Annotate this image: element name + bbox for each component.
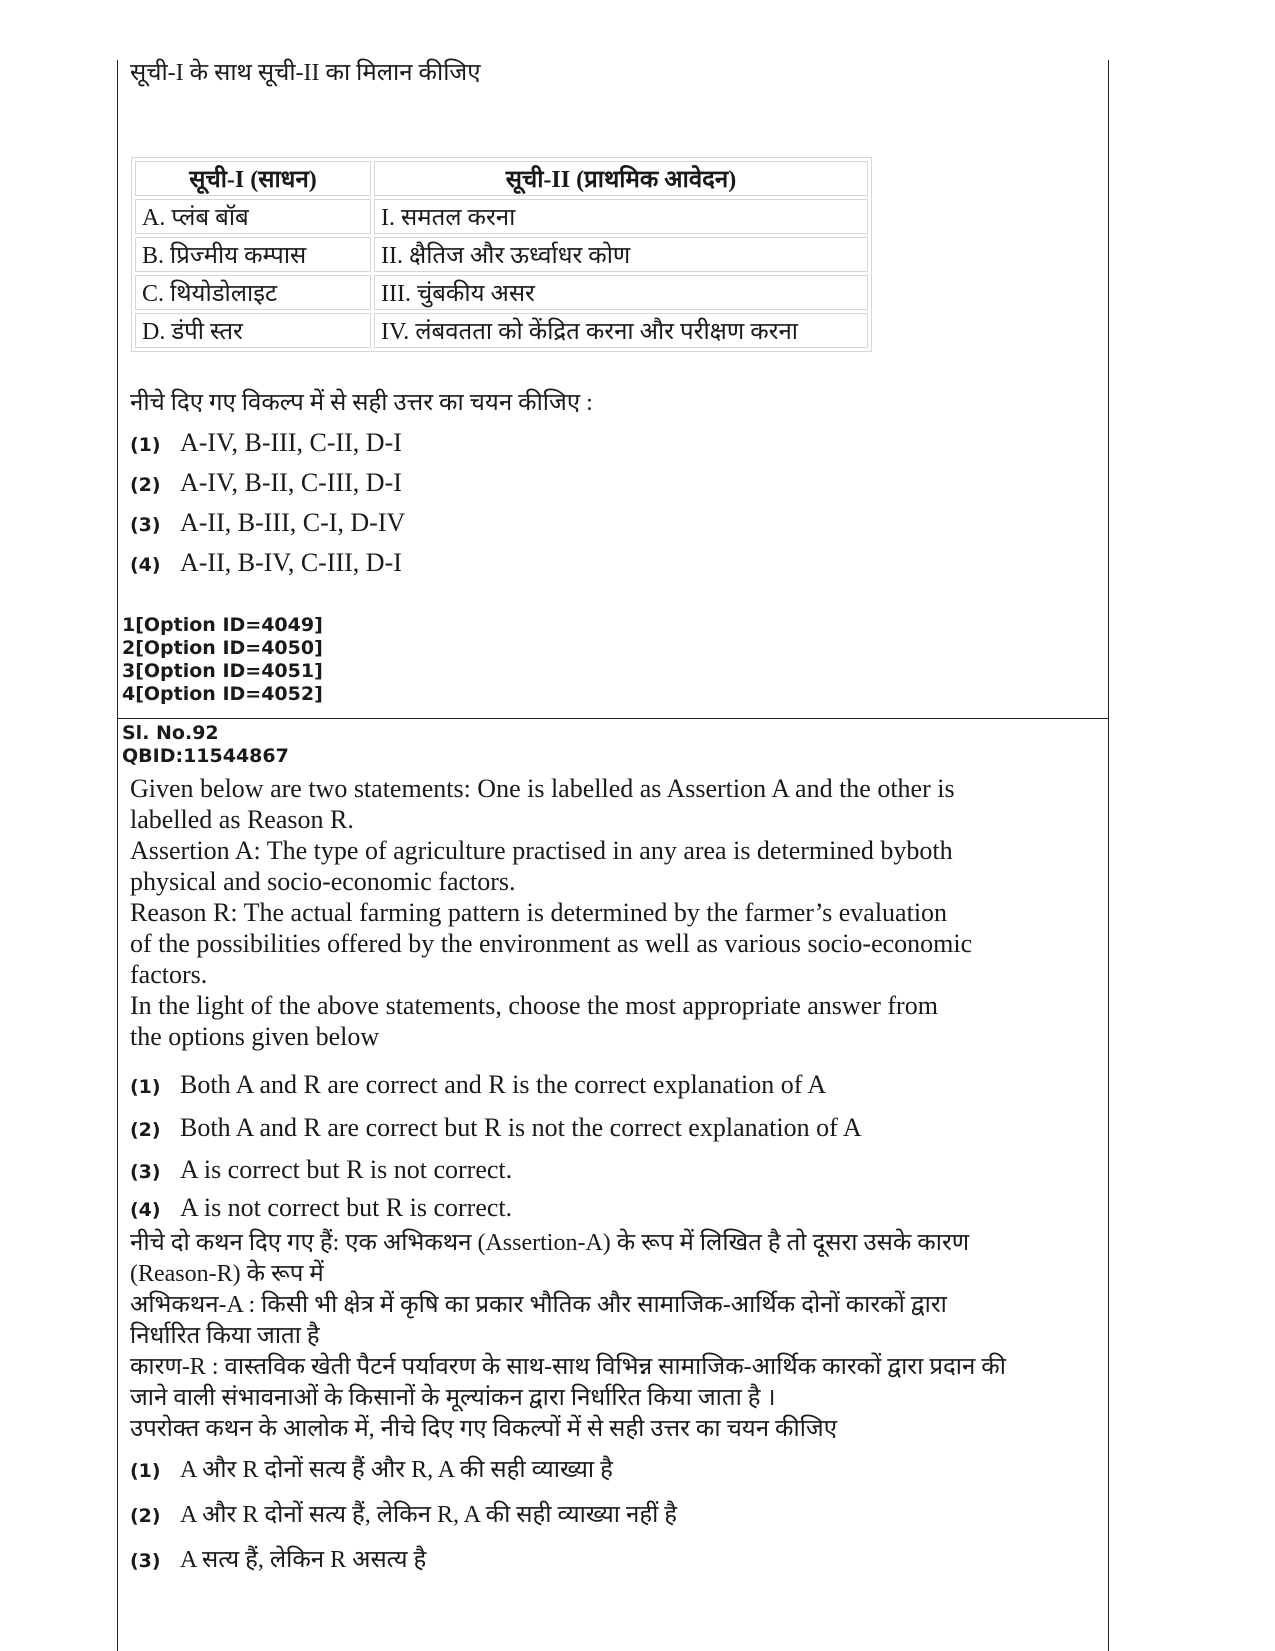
option-number: (1)	[130, 434, 161, 456]
option-text: A सत्य हैं, लेकिन R असत्य है	[180, 1547, 427, 1573]
option-item	[130, 1497, 677, 1530]
option-item	[130, 1155, 512, 1185]
option-item	[130, 1113, 862, 1143]
question-line: उपरोक्त कथन के आलोक में, नीचे दिए गए विकल्पों में से सही उत्तर का चयन कीजिए	[130, 1416, 837, 1442]
match-instruction: सूची-I के साथ सूची-II का मिलान कीजिए	[130, 60, 481, 86]
option-item	[130, 1070, 826, 1100]
question-line: (Reason-R) के रूप में	[130, 1261, 324, 1287]
option-number: (2)	[130, 1119, 161, 1141]
option-number: (4)	[130, 554, 161, 576]
question-line: In the light of the above statements, choose the most appropriate answer from	[130, 991, 938, 1020]
option-text: A-II, B-IV, C-III, D-I	[180, 548, 402, 577]
question-line: निर्धारित किया जाता है	[130, 1323, 320, 1349]
question-line: of the possibilities offered by the environment as well as various socio-economic	[130, 929, 973, 958]
question-meta	[122, 722, 289, 768]
serial-number: Sl. No.92	[122, 722, 219, 744]
option-item	[130, 548, 402, 578]
option-item	[130, 468, 402, 498]
question-line: अभिकथन-A : किसी भी क्षेत्र में कृषि का प्रकार भौतिक और सामाजिक-आर्थिक दोनों कारकों द्वारा	[130, 1292, 947, 1318]
match-cell-list1: C. थियोडोलाइट	[135, 275, 371, 310]
match-table-header-list1: सूची-I (साधन)	[135, 161, 371, 196]
option-text: A-IV, B-III, C-II, D-I	[180, 428, 402, 457]
option-text: A is not correct but R is correct.	[180, 1193, 513, 1222]
option-text: Both A and R are correct but R is not the correct explanation of A	[180, 1113, 862, 1142]
option-number: (2)	[130, 474, 161, 496]
match-cell-list1: D. डंपी स्तर	[135, 313, 371, 348]
option-number: (3)	[130, 514, 161, 536]
option-id: 2[Option ID=4050]	[122, 637, 323, 659]
question-line: कारण-R : वास्तविक खेती पैटर्न पर्यावरण के साथ-साथ विभिन्न सामाजिक-आर्थिक कारकों द्वारा प्रदान की	[130, 1354, 1006, 1380]
question-text-hindi	[130, 1228, 1050, 1445]
option-item	[130, 428, 402, 458]
match-cell-list2: III. चुंबकीय असर	[374, 275, 868, 310]
match-table-row	[135, 237, 868, 272]
match-cell-list2: IV. लंबवतता को केंद्रित करना और परीक्षण करना	[374, 313, 868, 348]
option-number: (3)	[130, 1550, 161, 1572]
option-number: (3)	[130, 1161, 161, 1183]
question-divider	[117, 718, 1109, 719]
match-table-header-list2: सूची-II (प्राथमिक आवेदन)	[374, 161, 868, 196]
option-id-list	[122, 614, 323, 706]
option-item	[130, 1542, 426, 1575]
match-cell-list2: II. क्षैतिज और ऊर्ध्वाधर कोण	[374, 237, 868, 272]
question-bank-id: QBID:11544867	[122, 745, 289, 767]
option-text: A is correct but R is not correct.	[180, 1155, 513, 1184]
option-id: 3[Option ID=4051]	[122, 660, 323, 682]
option-item	[130, 508, 405, 538]
question-line: factors.	[130, 960, 208, 989]
question-line: जाने वाली संभावनाओं के किसानों के मूल्यांकन द्वारा निर्धारित किया जाता है ।	[130, 1385, 776, 1411]
option-number: (2)	[130, 1505, 161, 1527]
option-text: A और R दोनों सत्य हैं और R, A की सही व्याख्या है	[180, 1457, 613, 1483]
option-number: (1)	[130, 1460, 161, 1482]
match-cell-list1: B. प्रिज्मीय कम्पास	[135, 237, 371, 272]
match-table-row	[135, 275, 868, 310]
question-text-english	[130, 773, 1030, 1052]
option-text: Both A and R are correct and R is the correct explanation of A	[180, 1070, 827, 1099]
match-cell-list1: A. प्लंब बॉब	[135, 199, 371, 234]
option-number: (1)	[130, 1076, 161, 1098]
choose-prompt: नीचे दिए गए विकल्प में से सही उत्तर का चयन कीजिए :	[130, 390, 593, 416]
question-line: Given below are two statements: One is labelled as Assertion A and the other is	[130, 774, 955, 803]
option-id: 4[Option ID=4052]	[122, 683, 323, 705]
option-text: A और R दोनों सत्य हैं, लेकिन R, A की सही व्याख्या नहीं है	[180, 1502, 678, 1528]
option-item	[130, 1193, 512, 1223]
match-table-row	[135, 199, 868, 234]
question-line: Reason R: The actual farming pattern is determined by the farmer’s evaluation	[130, 898, 948, 927]
option-text: A-IV, B-II, C-III, D-I	[180, 468, 402, 497]
question-line: Assertion A: The type of agriculture practised in any area is determined byboth	[130, 836, 953, 865]
question-line: labelled as Reason R.	[130, 805, 354, 834]
option-number: (4)	[130, 1199, 161, 1221]
option-item	[130, 1452, 613, 1485]
question-line: नीचे दो कथन दिए गए हैं: एक अभिकथन (Assertion-A) के रूप में लिखित है तो दूसरा उसके कारण	[130, 1230, 970, 1256]
match-table	[131, 157, 872, 352]
option-text: A-II, B-III, C-I, D-IV	[180, 508, 406, 537]
question-line: physical and socio-economic factors.	[130, 867, 516, 896]
match-table-header-row	[135, 161, 868, 196]
match-cell-list2: I. समतल करना	[374, 199, 868, 234]
match-table-row	[135, 313, 868, 348]
option-id: 1[Option ID=4049]	[122, 614, 323, 636]
question-line: the options given below	[130, 1022, 380, 1051]
